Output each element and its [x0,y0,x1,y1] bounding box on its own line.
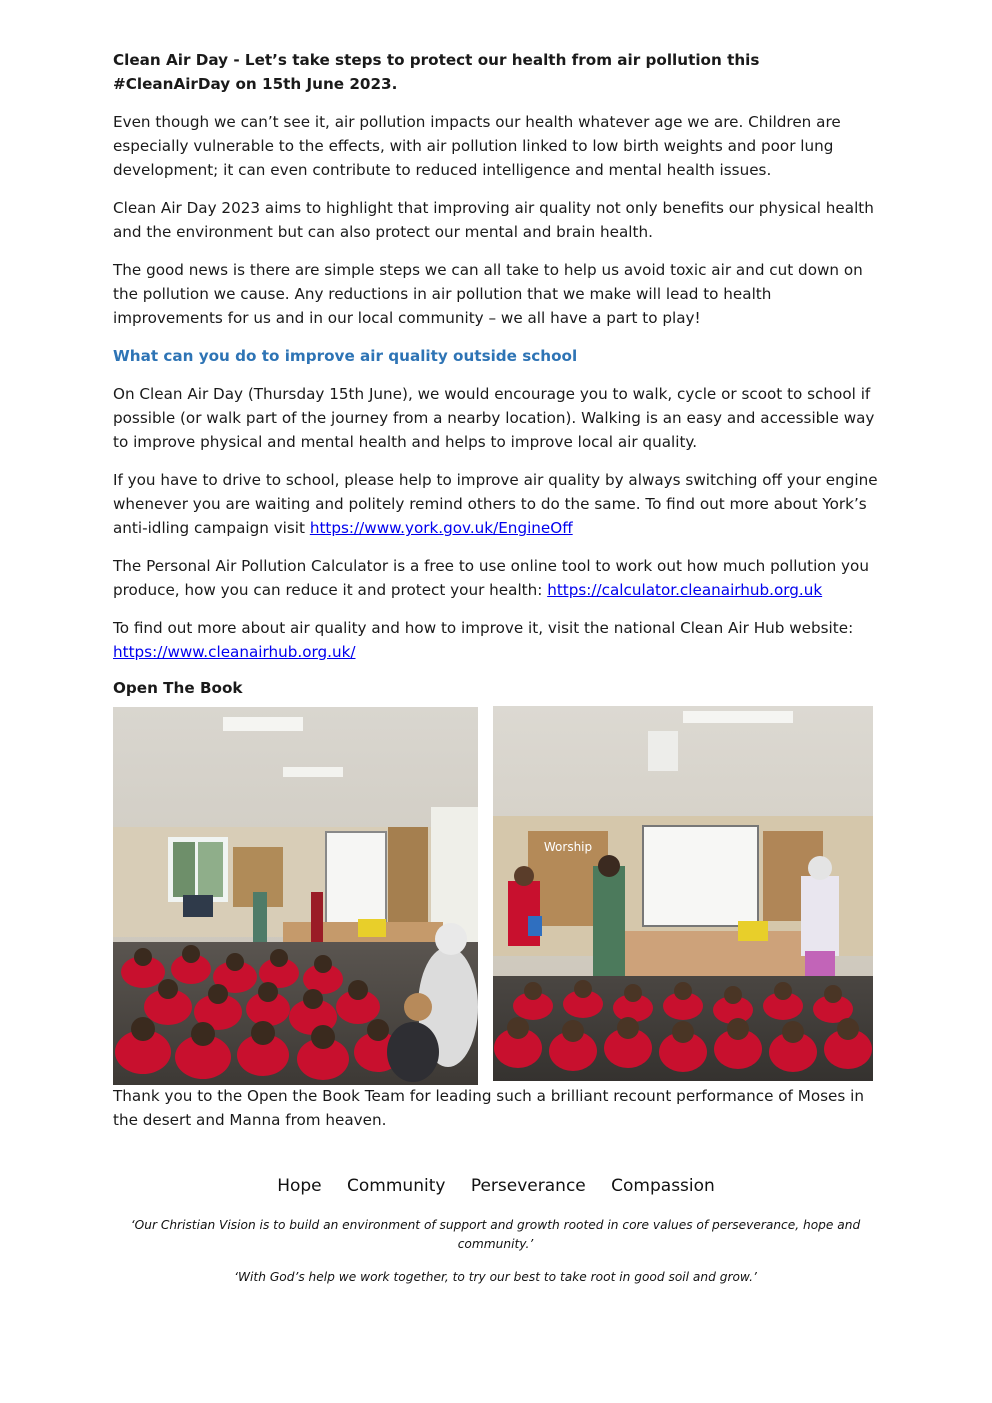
paragraph-calculator [113,554,878,602]
paragraph-good-news: The good news is there are simple steps we can all take to help us avoid toxic air and cut down on the pollution we cause. Any reductions in air pollution that we make will lead to health improvements for us and in our local community – we all have a part to play! [113,261,863,327]
york-engine-off-link[interactable]: https://www.york.gov.uk/EngineOff [309,519,573,537]
christian-vision: ‘Our Christian Vision is to build an environment of support and growth rooted in core values of perseverance, hope and community.’ [130,1218,861,1251]
paragraph-impact: Even though we can’t see it, air pollution impacts our health whatever age we are. Children are especially vulnerable to the effects, with air pollution linked to low birth weights and poor lung development; it can even contribute to reduced intelligence and mental health issues. [113,113,841,179]
calculator-text: The Personal Air Pollution Calculator is a free to use online tool to work out how much pollution you produce, how you can reduce it and protect your health: [113,557,869,599]
open-the-book-heading: Open The Book [113,679,243,697]
clean-air-hub-text: To find out more about air quality and how to improve it, visit the national Clean Air Hub website: [113,619,854,637]
school-motto: ‘With God’s help we work together, to try our best to take root in good soil and grow.’ [234,1270,757,1284]
paragraph-anti-idling [113,468,878,540]
value-perseverance: Perseverance [470,1176,586,1196]
classroom-photo-2 [493,706,873,1081]
open-the-book-thanks: Thank you to the Open the Book Team for leading such a brilliant recount performance of Moses in the desert and Manna from heaven. [113,1087,864,1129]
newsletter-page [113,48,878,714]
article-heading: Clean Air Day - Let’s take steps to protect our health from air pollution this #CleanAirDay on 15th June 2023. [113,51,760,93]
paragraph-walk-cycle: On Clean Air Day (Thursday 15th June), we would encourage you to walk, cycle or scoot to school if possible (or walk part of the journey from a nearby location). Walking is an easy and accessible way to improve physical and mental health and helps to improve local air quality. [113,385,875,451]
classroom-photo-1 [113,707,478,1085]
section-subheading: What can you do to improve air quality outside school [113,347,578,365]
value-community: Community [347,1176,446,1196]
core-values [0,1176,992,1196]
clean-air-hub-link[interactable]: https://www.cleanairhub.org.uk/ [113,643,356,661]
worship-sign: Worship [543,840,593,854]
anti-idling-text: If you have to drive to school, please help to improve air quality by always switching off your engine whenever you are waiting and politely remind others to do the same. To find out more about York’s anti-idling campaign visit [113,471,878,537]
open-the-book-photos [113,706,873,1085]
value-compassion: Compassion [611,1176,715,1196]
paragraph-aims: Clean Air Day 2023 aims to highlight that improving air quality not only benefits our physical health and the environment but can also protect our mental and brain health. [113,199,874,241]
calculator-link[interactable]: https://calculator.cleanairhub.org.uk [547,581,823,599]
paragraph-clean-air-hub [113,616,878,664]
value-hope: Hope [277,1176,322,1196]
